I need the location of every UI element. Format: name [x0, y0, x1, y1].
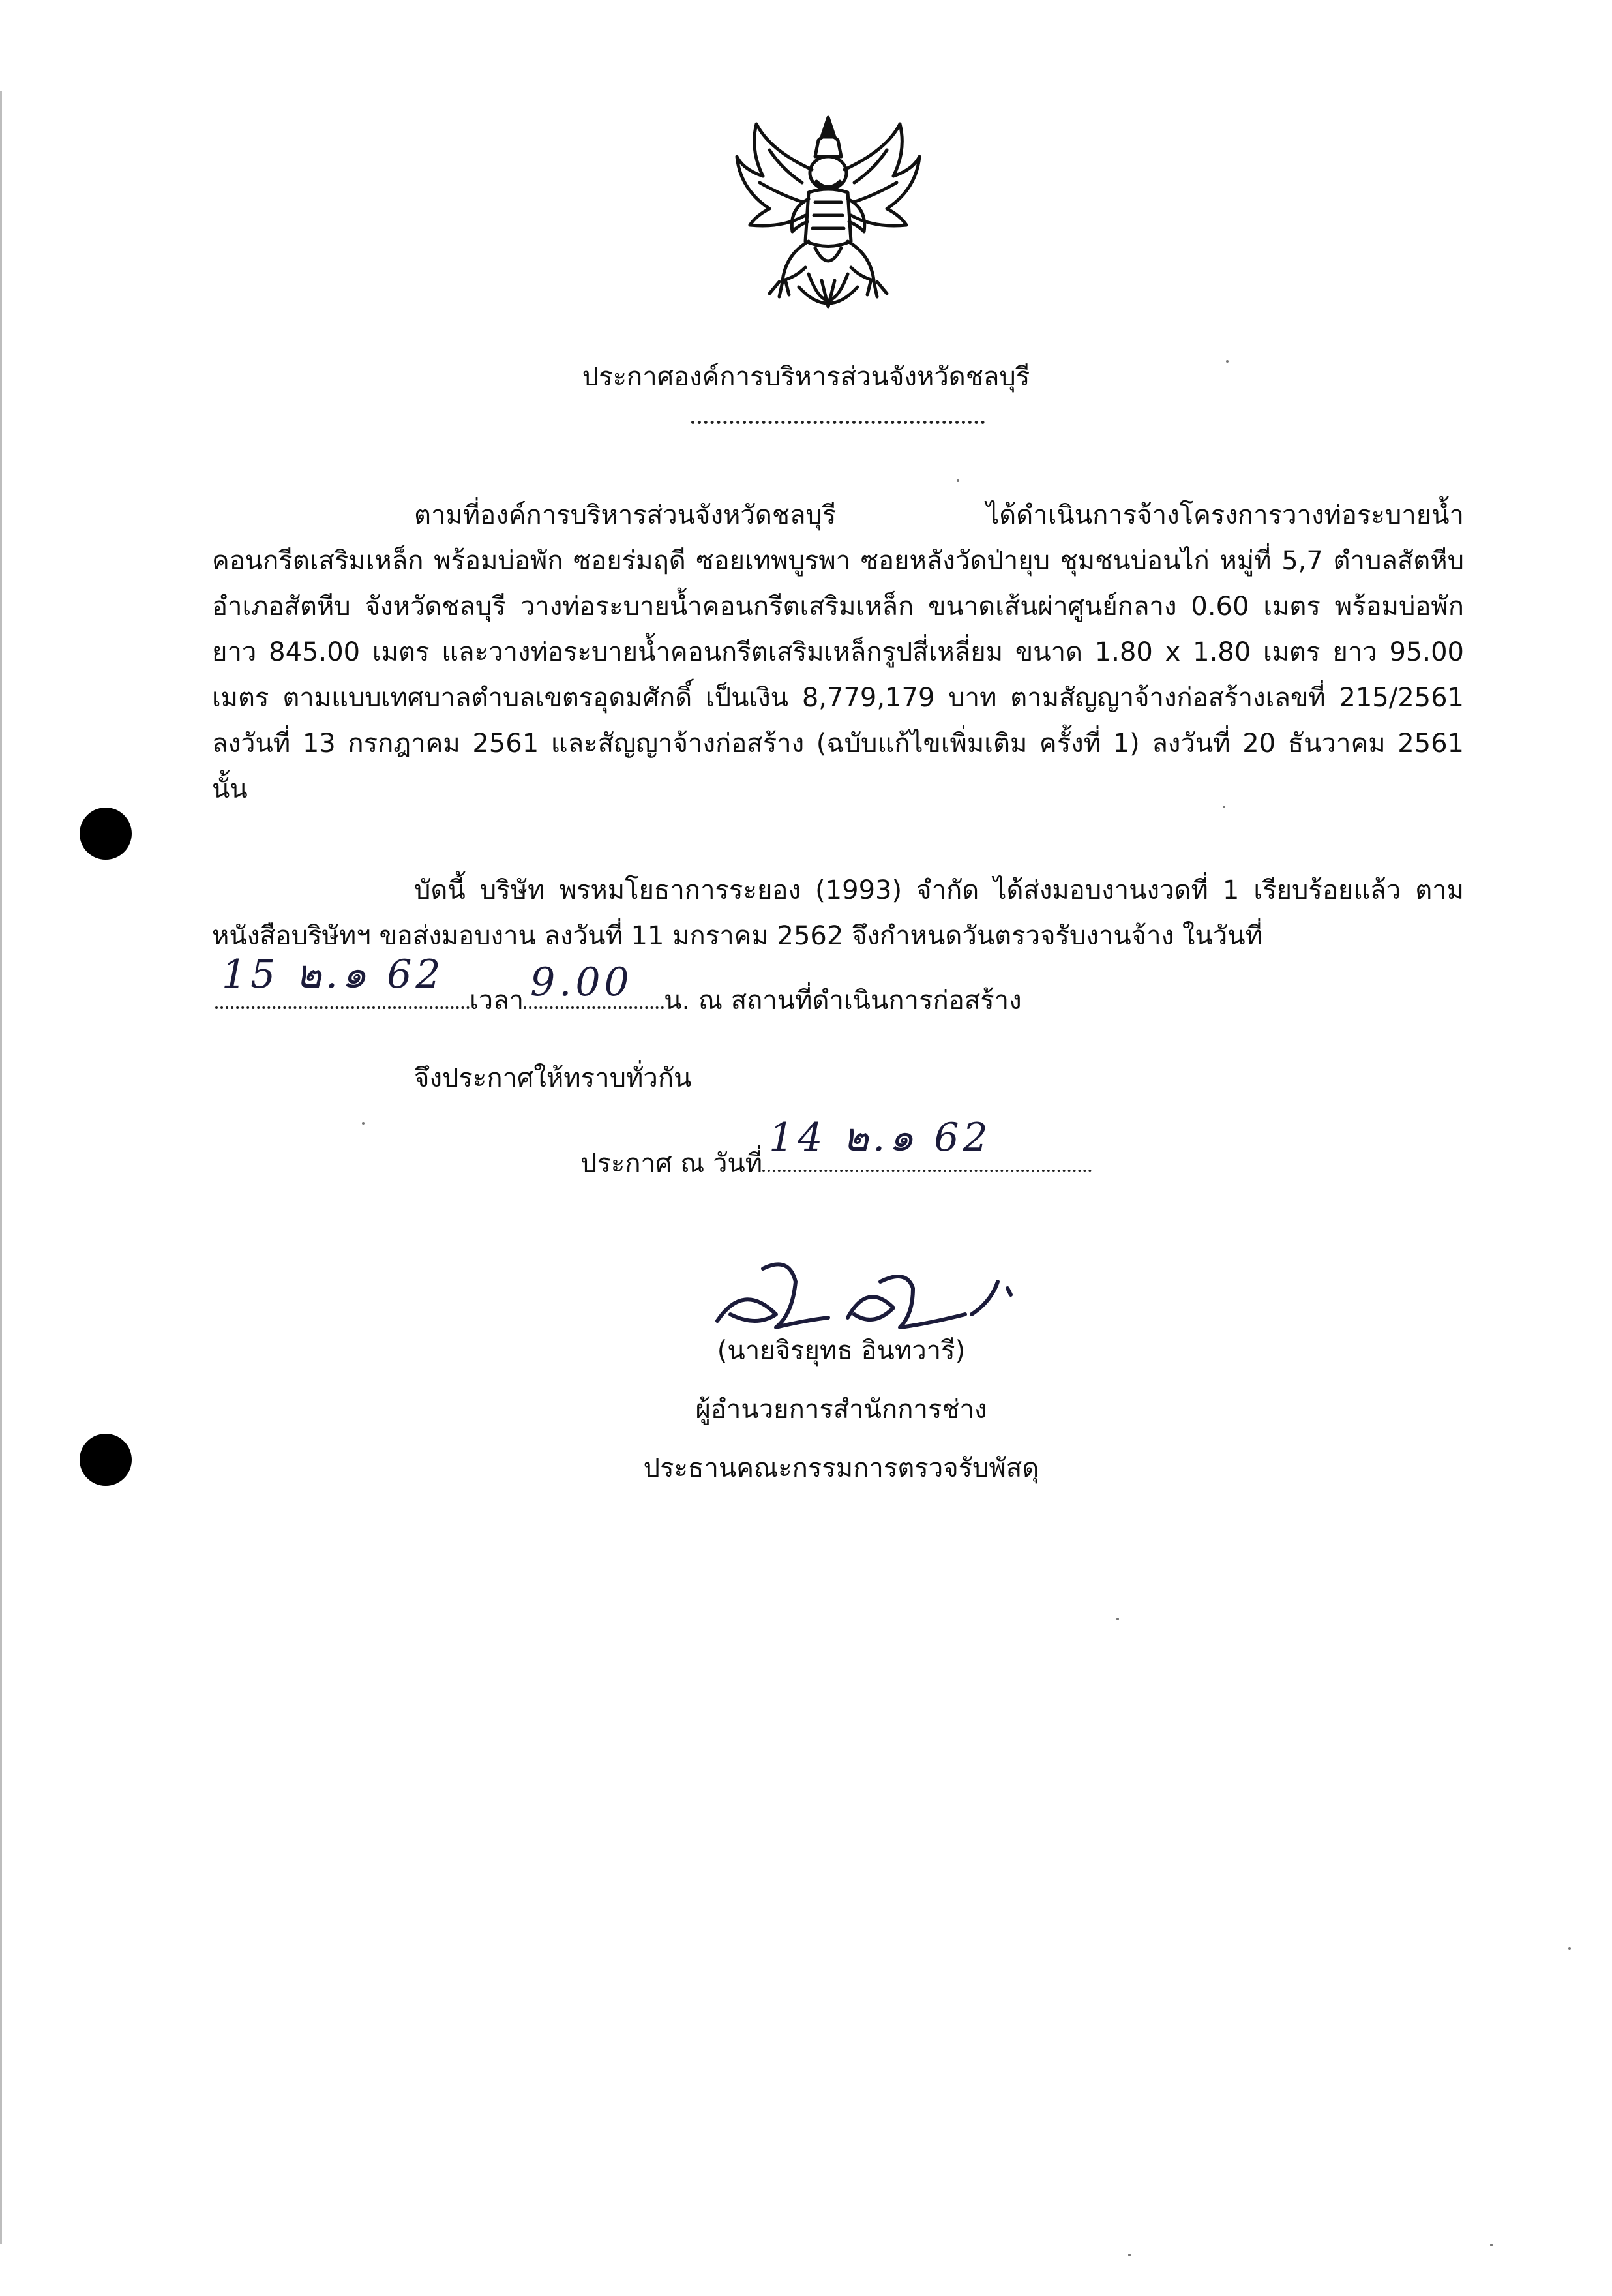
paragraph-contract-text: ตามที่องค์การบริหารส่วนจังหวัดชลบุรี ได้ดำเนินการจ้างโครงการวางท่อระบายน้ำคอนกรีตเสริมเหล็ก พร้อมบ่อพัก ซอยร่มฤดี ซอยเทพบูรพา ซอยหลังวัดป่ายุบ ชุมชนบ่อนไก่ หมู่ที่ 5,7 ตำบลสัตหีบ อำเภอสัตหีบ จังหวัดชลบุรี วางท่อระบายน้ำคอนกรีตเสริมเหล็ก ขนาดเส้นผ่าศูนย์กลาง 0.60 เมตร พร้อมบ่อพัก ยาว 845.00 เมตร และวางท่อระบายน้ำคอนกรีตเสริมเหล็กรูปสี่เหลี่ยม ขนาด 1.80 x 1.80 เมตร ยาว 95.00 เมตร ตามแบบเทศบาลตำบลเขตรอุดมศักดิ์ เป็นเงิน 8,779,179 บาท ตามสัญญาจ้างก่อสร้างเลขที่ 215/2561 ลงวันที่ 13 กรกฎาคม 2561 และสัญญาจ้างก่อสร้าง (ฉบับแก้ไขเพิ่มเติม ครั้งที่ 1) ลงวันที่ 20 ธันวาคม 2561 นั้น: [212, 500, 1464, 804]
announce-date-label: ประกาศ ณ วันที่: [580, 1149, 763, 1179]
announce-date-handwritten: 14 ๒.๑ 62: [769, 1115, 992, 1160]
inspection-date-field: [215, 952, 470, 1009]
scan-speck: [1128, 2254, 1131, 2256]
place-text: น. ณ สถานที่ดำเนินการก่อสร้าง: [664, 986, 1022, 1016]
scan-edge: [0, 91, 2, 2244]
garuda-emblem-icon: [730, 111, 926, 333]
scan-speck: [362, 1122, 365, 1125]
announce-date-field: [762, 1115, 1092, 1172]
signer-position: ผู้อำนวยการสำนักการช่าง: [695, 1395, 987, 1425]
scan-speck: [1568, 1947, 1571, 1950]
inspection-time-handwritten: 9.00: [530, 959, 633, 1005]
scan-speck: [957, 479, 959, 482]
inspection-date-handwritten: 15 ๒.๑ 62: [222, 952, 445, 997]
scan-speck: [1116, 1618, 1119, 1620]
announcement-title: ประกาศองค์การบริหารส่วนจังหวัดชลบุรี: [582, 362, 1030, 392]
signature-image: [704, 1243, 1030, 1340]
signer-name: (นายจิรยุทธ อินทวารี): [717, 1336, 966, 1366]
closing-text: จึงประกาศให้ทราบทั่วกัน: [414, 1063, 692, 1093]
announce-date-line: [580, 1115, 1092, 1184]
scan-speck: [1226, 360, 1229, 363]
signer-role: ประธานคณะกรรมการตรวจรับพัสดุ: [643, 1453, 1039, 1483]
punch-hole: [80, 808, 132, 860]
inspection-schedule-line: [215, 952, 1022, 1021]
scan-speck: [1223, 806, 1225, 808]
time-label: เวลา: [470, 986, 524, 1016]
scan-speck: [1490, 2244, 1493, 2246]
paragraph-contract: [212, 492, 1464, 812]
inspection-time-field: [524, 959, 664, 1009]
title-dotted-rule: [691, 421, 985, 424]
paragraph-delivery-text: บัดนี้ บริษัท พรหมโยธาการระยอง (1993) จำกัด ได้ส่งมอบงานงวดที่ 1 เรียบร้อยแล้ว ตามหนังสือบริษัทฯ ขอส่งมอบงาน ลงวันที่ 11 มกราคม 2562 จึงกำหนดวันตรวจรับงานจ้าง ในวันที่: [212, 875, 1464, 951]
punch-hole: [80, 1434, 132, 1486]
